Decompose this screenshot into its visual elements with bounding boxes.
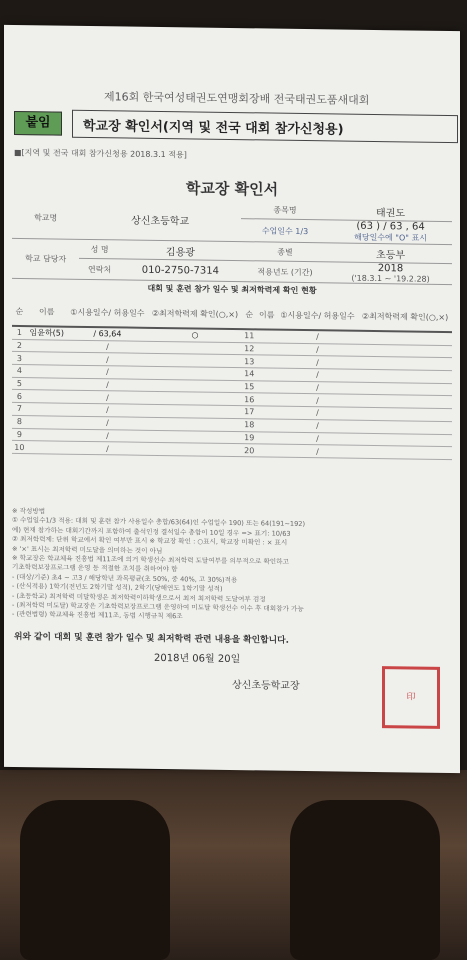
instructions [12, 507, 442, 626]
form-subtitle: ■[지역 및 전국 대회 참가신청용 2018.3.1 적용] [14, 147, 187, 160]
table-row: 2 / 12 / [12, 339, 452, 358]
school-info-table [12, 197, 452, 285]
year-label: 적용년도 (기간) [241, 261, 329, 283]
right-foot [290, 800, 440, 960]
document-title: 학교장 확인서 [185, 179, 279, 199]
table-row: 5 / 15 / [12, 377, 452, 396]
table-row: 9 / 19 / [12, 428, 452, 447]
note-line: ② 최저학력제: 단위 학교에서 확인 여부만 표시 ※ 학교장 확인 : ○표시, 학교장 미확인 : × 표시 [12, 535, 288, 547]
col-days-2: ①시용일수/ 허용일수 [277, 301, 358, 331]
form-title: 학교장 확인서(지역 및 전국 대회 참가신청용) [83, 118, 344, 138]
event-value: 태권도 [329, 201, 452, 221]
form-title-box [72, 110, 458, 143]
note-line: ① 수업일수1/3 적용: 대회 및 훈련 참가 사용일수 총합/63(64)인 수업일수 190) 또는 64(191~192) [12, 516, 306, 529]
note-line: - (대상/기준) 초4 ~ 고3 / 해당학년 과목평균(초 50%, 중 40%, 고 30%)적용 [12, 572, 238, 584]
phone-value: 010-2750-7314 [120, 259, 241, 282]
principal-name: 상신초등학교장 [232, 680, 300, 692]
type-value: 초등부 [329, 243, 452, 264]
document-date: 2018년 06월 20일 [154, 652, 241, 666]
days-note: 해당일수에 "O" 표시 [354, 232, 427, 243]
note-line: - (최저학력 미도달) 학교장은 기초학력보장프로그램 운영하여 미도달 학생선수 이수 후 대회참가 가능 [12, 600, 304, 614]
days-label: 수업일수 1/3 [241, 219, 329, 243]
col-no: 순 [12, 297, 27, 326]
col-name-2: 이름 [257, 300, 277, 329]
table-row: 7 / 17 / [12, 403, 452, 422]
participant-table [12, 297, 452, 460]
table-row: 1 임윤하(5) / 63,64 ○ 11 / [12, 326, 452, 345]
table-row: 10 / 20 / [12, 441, 452, 460]
participant-rows [12, 326, 452, 460]
name-label: 성 명 [79, 239, 120, 259]
left-foot [20, 800, 170, 960]
period-value: ('18.3.1 ~ '19.2.28) [351, 273, 430, 284]
note-line: ※ 작성방법 [12, 506, 46, 516]
note-line: ※ '×' 표시는 최저학력 미도달을 의미하는 것이 아님 [12, 544, 163, 555]
table-row: 3 / 13 / [12, 352, 452, 371]
days-value: (63 ) / 63 , 64 [356, 220, 425, 233]
name-value: 김용광 [120, 240, 241, 261]
year-cell [329, 262, 452, 285]
year-value: 2018 [377, 263, 404, 275]
note-line: 기초학력보장프로그램 운영 등 적절한 조치를 취하여야 함 [12, 563, 178, 574]
competition-title: 제16회 한국여성태권도연맹회장배 전국태권도품새대회 [104, 90, 370, 107]
col-grade-2: ②최저학력제 확인(○,×) [358, 302, 452, 332]
table-row: 6 / 16 / [12, 390, 452, 409]
col-grade: ②최저학력제 확인(○,×) [148, 299, 242, 329]
list-title: 대회 및 훈련 참가 일수 및 최저학력제 확인 현황 [147, 283, 317, 296]
official-seal-stamp: 印 [382, 666, 440, 729]
table-row: 8 / 18 / [12, 415, 452, 434]
col-name: 이름 [27, 297, 67, 327]
note-line: - (산식적용) 1학기(전년도 2학기말 성적), 2학기(당해연도 1학기말 성적) [12, 582, 223, 594]
phone-label: 연락처 [79, 258, 120, 280]
note-line: ※ 학교장은 학교체육 진흥법 제11조에 의거 학생선수 최저학력 도달여부를 의무적으로 확인하고 [12, 553, 289, 566]
note-line: 예) 현재 참가하는 대회기간까지 포함하여 출석인정 결석일수 총합이 10일 경우 => 표기: 10/63 [12, 525, 291, 538]
document-page [4, 25, 460, 773]
attachment-badge: 붙임 [14, 111, 62, 136]
person-label: 학교 담당자 [12, 238, 79, 279]
event-label: 종목명 [241, 200, 329, 220]
school-label: 학교명 [12, 197, 79, 239]
note-line: - (초등학교) 최저학력 미달학생은 최저학력이하학생으로서 최저 최저학력 도달여부 검정 [12, 591, 266, 604]
days-cell [329, 220, 452, 245]
table-row: 4 / 14 / [12, 364, 452, 383]
school-value: 상신초등학교 [79, 198, 241, 242]
type-label: 종별 [241, 242, 329, 262]
confirmation-statement: 위와 같이 대회 및 훈련 참가 일수 및 최저학력 관련 내용을 확인합니다. [14, 631, 289, 646]
note-line: - (관련법령) 학교체육 진흥법 제11조, 동법 시행규칙 제6조 [12, 610, 183, 621]
col-days: ①시용일수/ 허용일수 [67, 298, 148, 328]
col-no-2: 순 [242, 300, 257, 329]
